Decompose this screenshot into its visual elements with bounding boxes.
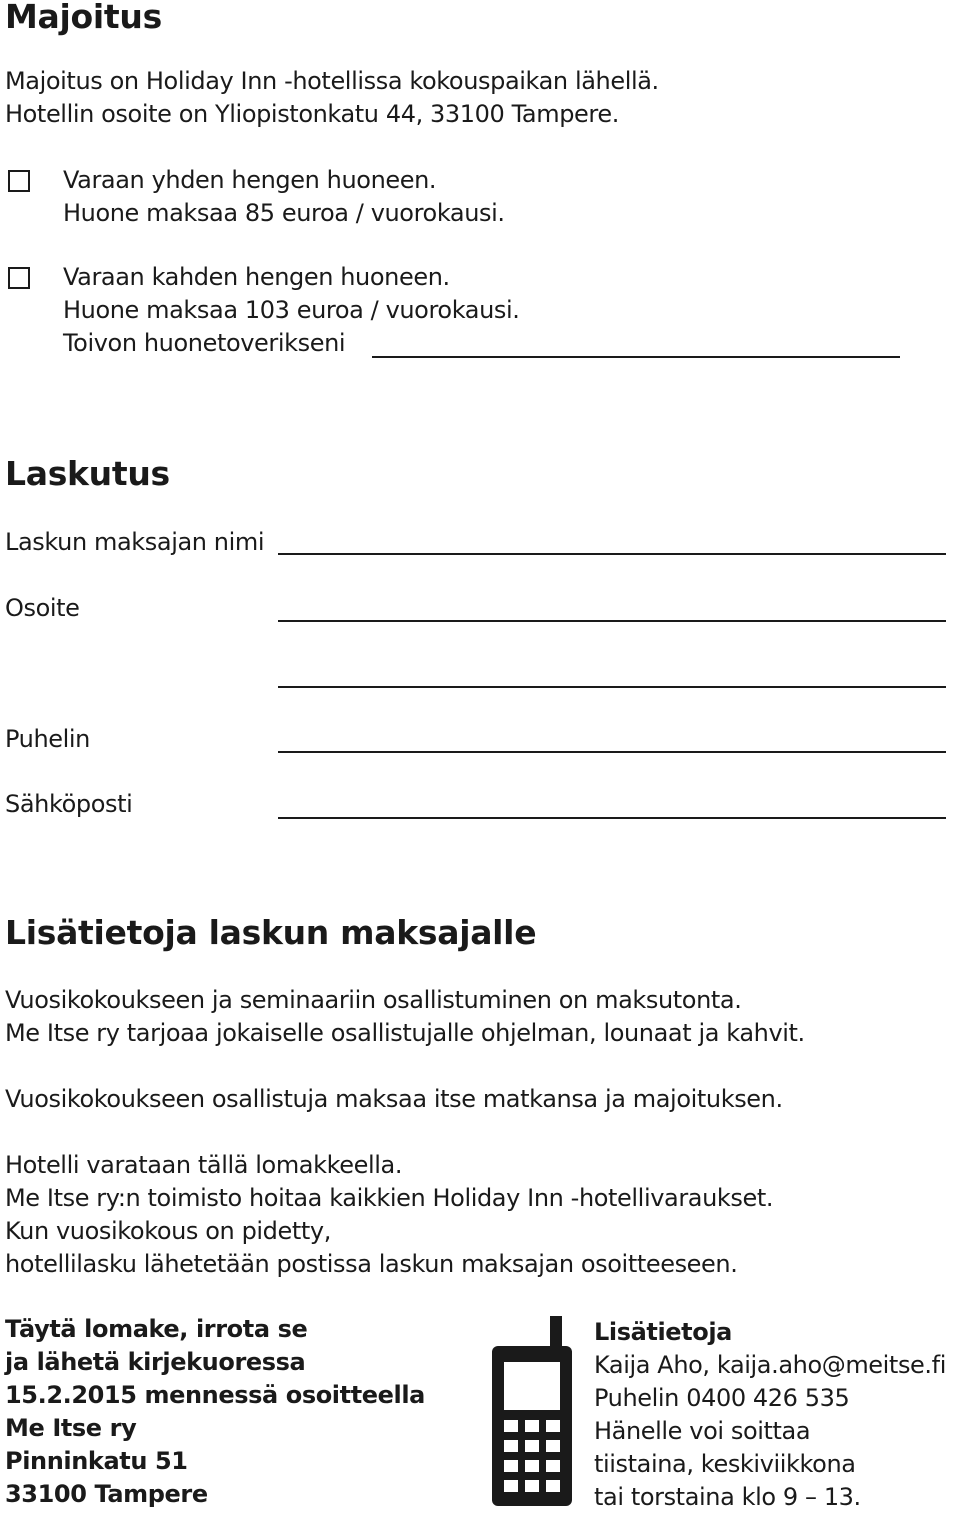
single-room-price: Huone maksaa 85 euroa / vuorokausi.: [63, 199, 505, 227]
contact-heading: Lisätietoja: [594, 1318, 732, 1346]
payer-name-field[interactable]: [278, 553, 946, 555]
payer-name-label: Laskun maksajan nimi: [5, 528, 265, 556]
mailing-line: Me Itse ry: [5, 1414, 137, 1442]
payer-info-line: Vuosikokoukseen ja seminaariin osallistuminen on maksutonta.: [5, 986, 742, 1014]
mailing-line: Täytä lomake, irrota se: [5, 1315, 308, 1343]
payer-info-paragraph-3: [5, 1149, 773, 1281]
payer-info-paragraph-1: [5, 984, 805, 1050]
email-field[interactable]: [278, 817, 946, 819]
contact-info: [594, 1316, 946, 1514]
double-room-price: Huone maksaa 103 euroa / vuorokausi.: [63, 296, 520, 324]
mailing-line: 33100 Tampere: [5, 1480, 208, 1508]
address-field-line2[interactable]: [278, 686, 946, 688]
payer-info-line: Me Itse ry:n toimisto hoitaa kaikkien Holiday Inn -hotellivaraukset.: [5, 1184, 774, 1212]
payer-info-line: hotellilasku lähetetään postissa laskun maksajan osoitteeseen.: [5, 1250, 738, 1278]
payer-info-line: Me Itse ry tarjoaa jokaiselle osallistujalle ohjelman, lounaat ja kahvit.: [5, 1019, 805, 1047]
mailing-line: Pinninkatu 51: [5, 1447, 188, 1475]
contact-line: Puhelin 0400 426 535: [594, 1384, 850, 1412]
address-label: Osoite: [5, 594, 80, 622]
double-room-label: Varaan kahden hengen huoneen.: [63, 263, 450, 291]
accommodation-intro-line: Hotellin osoite on Yliopistonkatu 44, 33100 Tampere.: [5, 100, 619, 128]
mailing-line: 15.2.2015 mennessä osoitteella: [5, 1381, 425, 1409]
payer-info-line: Hotelli varataan tällä lomakkeella.: [5, 1151, 403, 1179]
contact-line: tiistaina, keskiviikkona: [594, 1450, 856, 1478]
double-room-option: [63, 261, 519, 360]
mobile-phone-icon: [492, 1316, 572, 1506]
roommate-field[interactable]: [372, 356, 900, 358]
mailing-line: ja lähetä kirjekuoressa: [5, 1348, 306, 1376]
contact-line: Kaija Aho, kaija.aho@meitse.fi: [594, 1351, 946, 1379]
payer-info-heading: Lisätietoja laskun maksajalle: [5, 913, 537, 952]
double-room-checkbox[interactable]: [8, 267, 30, 289]
payer-info-paragraph-2: [5, 1083, 783, 1116]
email-label: Sähköposti: [5, 790, 133, 818]
mailing-instructions: [5, 1313, 425, 1511]
single-room-option: [63, 164, 505, 230]
payer-info-line: Vuosikokoukseen osallistuja maksaa itse matkansa ja majoituksen.: [5, 1085, 783, 1113]
contact-line: tai torstaina klo 9 – 13.: [594, 1483, 861, 1511]
mobile-phone-icon-graphic: [492, 1316, 572, 1506]
payer-info-line: Kun vuosikokous on pidetty,: [5, 1217, 331, 1245]
contact-line: Hänelle voi soittaa: [594, 1417, 811, 1445]
accommodation-intro: [5, 65, 659, 131]
accommodation-heading: Majoitus: [5, 0, 162, 36]
address-field-line1[interactable]: [278, 620, 946, 622]
accommodation-intro-line: Majoitus on Holiday Inn -hotellissa kokouspaikan lähellä.: [5, 67, 659, 95]
roommate-label: Toivon huonetoverikseni: [63, 329, 346, 357]
single-room-label: Varaan yhden hengen huoneen.: [63, 166, 437, 194]
phone-field[interactable]: [278, 751, 946, 753]
billing-heading: Laskutus: [5, 454, 170, 493]
phone-label: Puhelin: [5, 725, 90, 753]
single-room-checkbox[interactable]: [8, 170, 30, 192]
